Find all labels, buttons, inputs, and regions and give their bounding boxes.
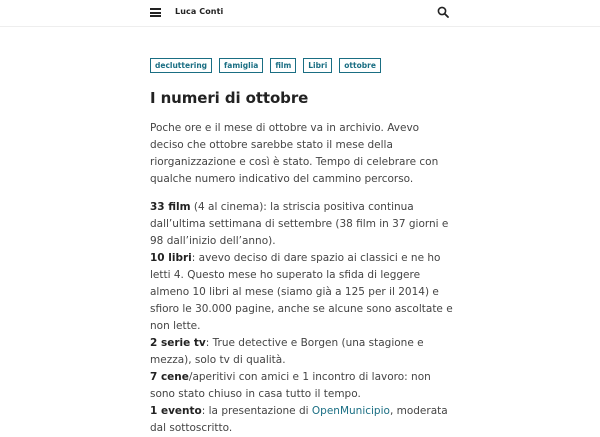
item-text: (4 al cinema): la striscia positiva continua dall’ultima settimana di settembre (38 film in 37 giorni e 98 dall’inizio dell’anno).	[150, 201, 449, 247]
post-content	[150, 120, 455, 437]
item-strong: 10 libri	[150, 252, 192, 264]
item-text: : avevo deciso di dare spazio ai classici e ne ho letti 4. Questo mese ho superato la sfida di leggere almeno 10 libri al mese (siamo già a 125 per il 2014) e sfioro le 30.000 pagine, anche se alcune sono ascoltate e non lette.	[150, 252, 453, 332]
tag-list	[150, 58, 381, 73]
post-title: I numeri di ottobre	[150, 89, 309, 107]
tag-decluttering[interactable]: decluttering	[150, 58, 212, 73]
item-text: : la presentazione di	[201, 405, 312, 417]
item-text: /aperitivi con amici e 1 incontro di lavoro: non sono stato chiuso in casa tutto il tempo.	[150, 371, 431, 400]
tag-famiglia[interactable]: famiglia	[219, 58, 263, 73]
menu-icon[interactable]	[150, 8, 161, 17]
tag-film[interactable]: film	[270, 58, 296, 73]
item-text: : True detective e Borgen (una stagione e mezza), solo tv di qualità.	[150, 337, 424, 366]
tag-ottobre[interactable]: ottobre	[339, 58, 381, 73]
post-list	[150, 199, 455, 437]
search-icon[interactable]	[437, 6, 449, 18]
openmunicipio-link[interactable]: OpenMunicipio	[311, 405, 390, 417]
item-strong: 2 serie tv	[150, 337, 206, 349]
item-strong: 7 cene	[150, 371, 189, 383]
item-strong: 33 film	[150, 201, 191, 213]
item-text: , moderata dal sottoscritto.	[150, 405, 448, 434]
tag-libri[interactable]: Libri	[303, 58, 332, 73]
post-intro: Poche ore e il mese di ottobre va in archivio. Avevo deciso che ottobre sarebbe stato il mese della riorganizzazione e così è stato. Tempo di celebrare con qualche numero indicativo del cammino percorso.	[150, 122, 439, 185]
item-strong: 1 evento	[150, 405, 202, 417]
site-title[interactable]: Luca Conti	[175, 7, 224, 16]
top-bar	[0, 0, 600, 27]
